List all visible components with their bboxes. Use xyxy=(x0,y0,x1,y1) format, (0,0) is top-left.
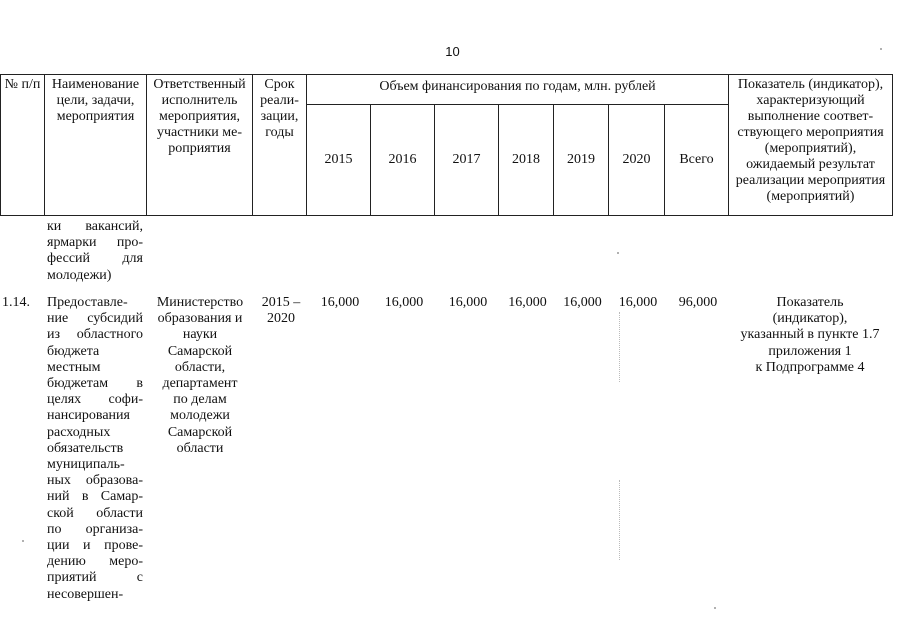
name-line: муниципаль- xyxy=(47,457,125,473)
value-total: 96,000 xyxy=(678,295,718,310)
indicator-line: указанный в пункте 1.7 xyxy=(740,327,880,343)
name-line: ние субсидий xyxy=(47,311,143,327)
name-line: из областного xyxy=(47,327,143,343)
header-indicator: Показатель (индикатор), характеризующий выполнение соответ- ствующего мероприятия (мероприятий), ожидаемый результат реализации мероприятия (мероприятий) xyxy=(729,75,893,216)
value-2015: 16,000 xyxy=(320,295,360,310)
name-line: ний в Самар- xyxy=(47,489,143,505)
value-2018: 16,000 xyxy=(508,295,547,310)
header-num: № п/п xyxy=(1,75,45,216)
header-year-2017: 2017 xyxy=(435,105,499,216)
indicator-line: Показатель xyxy=(776,295,844,310)
program-table-header xyxy=(0,74,893,216)
continuation-line: ярмарки про- xyxy=(47,235,143,251)
executor-line: Самарской xyxy=(167,343,233,359)
row-number: 1.14. xyxy=(2,295,30,310)
term-line: 2015 – xyxy=(261,295,301,310)
header-year-2018: 2018 xyxy=(499,105,554,216)
value-2016: 16,000 xyxy=(384,295,424,310)
indicator-line: приложения 1 xyxy=(768,343,852,359)
value-2020: 16,000 xyxy=(618,295,658,310)
header-year-2015: 2015 xyxy=(307,105,371,216)
name-line: ных образова- xyxy=(47,473,143,489)
scan-artifact-line xyxy=(619,480,620,560)
name-line: обязательств xyxy=(47,440,124,456)
name-line: расходных xyxy=(47,424,111,440)
name-line: целях софи- xyxy=(47,392,143,408)
continuation-text xyxy=(47,219,143,284)
name-line: ции и прове- xyxy=(47,538,143,554)
scan-speck xyxy=(617,252,619,254)
continuation-line: молодежи) xyxy=(47,267,112,283)
header-year-2020: 2020 xyxy=(609,105,665,216)
page-number: 10 xyxy=(445,44,460,59)
name-line: Предоставле- xyxy=(47,295,128,310)
executor-line: департамент xyxy=(162,376,238,392)
executor-line: образования и xyxy=(157,311,243,327)
executor-line: Министерство xyxy=(156,295,244,310)
header-financing: Объем финансирования по годам, млн. рублей xyxy=(307,75,729,105)
header-year-2016: 2016 xyxy=(371,105,435,216)
name-line: ской области xyxy=(47,505,143,521)
name-line: нансирования xyxy=(47,408,130,424)
name-line: бюджета xyxy=(47,343,100,359)
name-line: местным xyxy=(47,359,101,375)
header-term: Срок реали- зации, годы xyxy=(253,75,307,216)
scan-artifact-line xyxy=(619,312,620,382)
header-total: Всего xyxy=(665,105,729,216)
value-2019: 16,000 xyxy=(563,295,602,310)
scan-speck xyxy=(714,607,716,609)
continuation-line: ки вакансий, xyxy=(47,219,143,234)
scan-speck xyxy=(880,48,882,50)
name-line: дению меро- xyxy=(47,554,143,570)
executor-line: молодежи xyxy=(170,408,230,424)
executor-line: по делам xyxy=(173,392,227,408)
executor-line: Самарской xyxy=(167,424,233,440)
header-name: Наименование цели, задачи, мероприятия xyxy=(45,75,147,216)
executor-line: области xyxy=(176,440,224,456)
row-name xyxy=(47,295,143,603)
row-term xyxy=(254,295,308,327)
scan-speck xyxy=(22,540,24,542)
continuation-line: фессий для xyxy=(47,251,143,267)
header-executor: Ответственный исполнитель мероприятия, участники ме- роприятия xyxy=(147,75,253,216)
name-line: несовершен- xyxy=(47,586,124,602)
row-executor xyxy=(150,295,250,457)
name-line: бюджетам в xyxy=(47,376,143,392)
name-line: приятий с xyxy=(47,570,143,586)
header-year-2019: 2019 xyxy=(554,105,609,216)
term-line: 2020 xyxy=(267,311,295,327)
value-2017: 16,000 xyxy=(448,295,488,310)
executor-line: науки xyxy=(182,327,218,343)
indicator-line: (индикатор), xyxy=(772,311,848,327)
indicator-line: к Подпрограмме 4 xyxy=(755,359,865,375)
row-indicator xyxy=(728,295,892,376)
name-line: по организа- xyxy=(47,521,143,537)
executor-line: области, xyxy=(174,359,226,375)
